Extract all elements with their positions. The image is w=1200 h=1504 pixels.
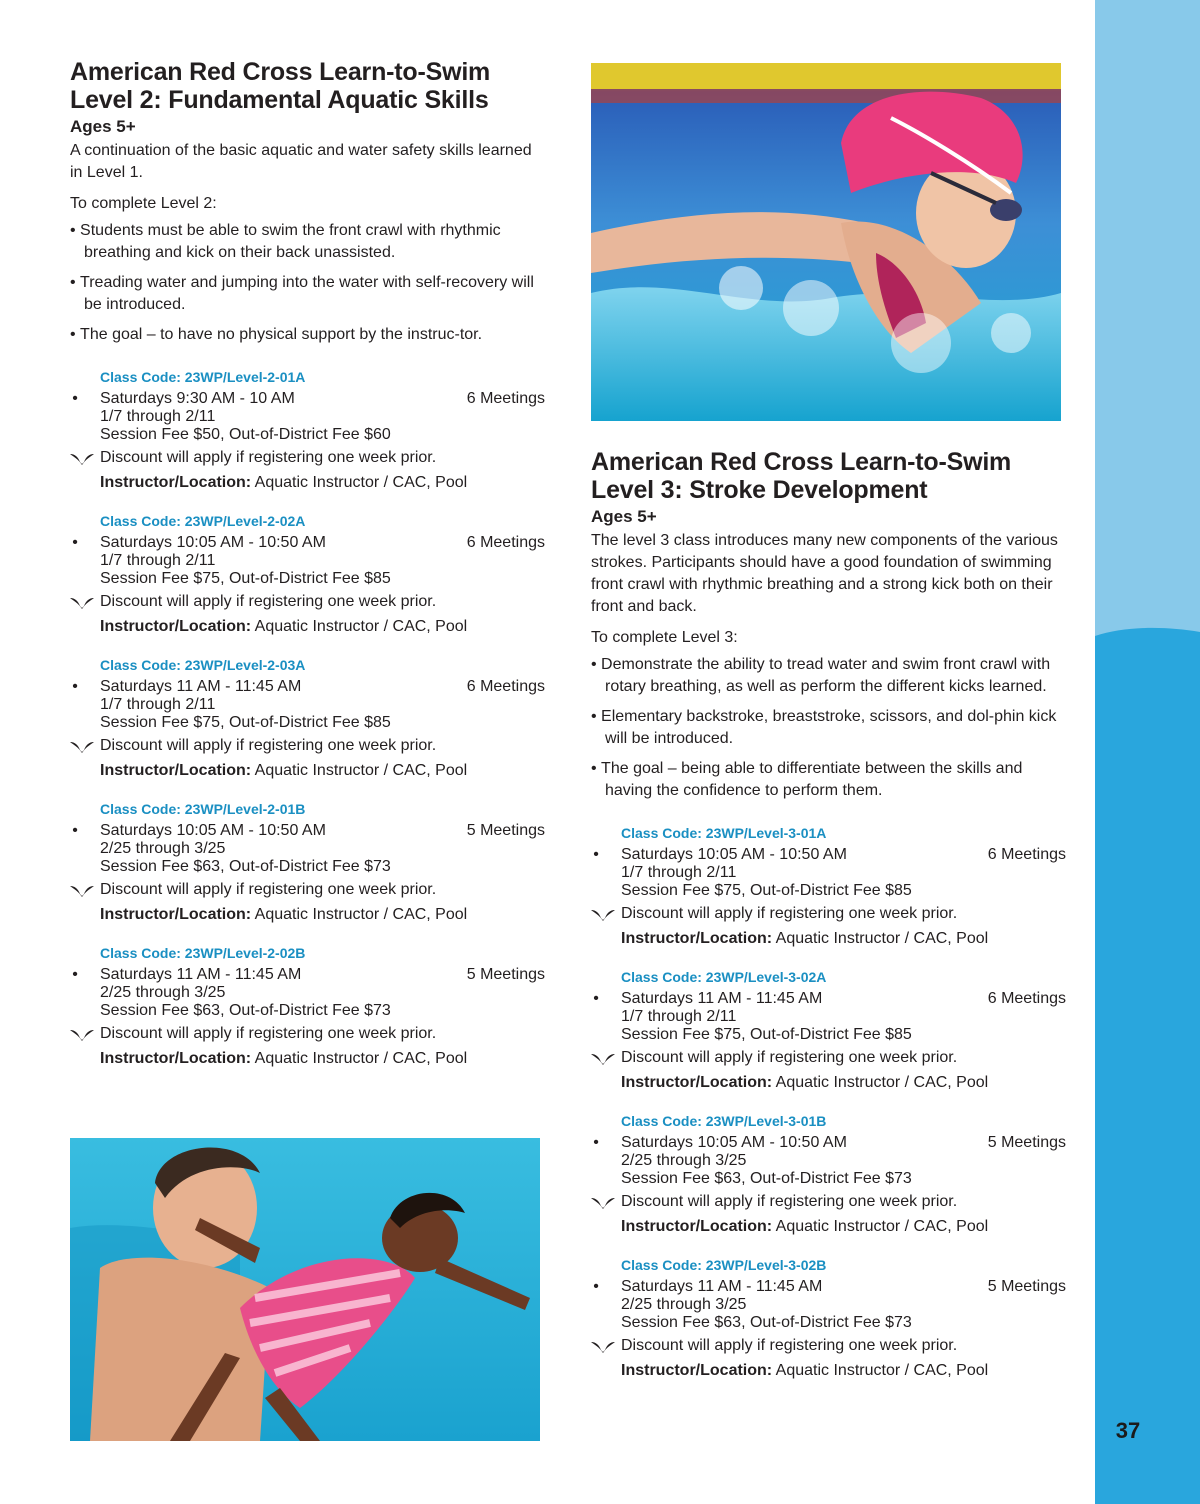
sidebar-wave — [1095, 0, 1200, 1504]
class-discount: Discount will apply if registering one week prior. — [100, 737, 437, 754]
level2-bullets — [70, 220, 545, 346]
class-dates: 1/7 through 2/11 — [621, 1008, 737, 1025]
class-discount: Discount will apply if registering one week prior. — [621, 1337, 958, 1354]
level2-bullet: • The goal – to have no physical support by the instruc-tor. — [70, 324, 545, 346]
level2-title — [70, 58, 545, 114]
level3-description: The level 3 class introduces many new components of the various strokes. Participants should have a good foundation of swimming front crawl with rhythmic breathing and a strong kick both on their front and back. — [591, 532, 1058, 615]
level3-bullet: • The goal – being able to differentiate between the skills and having the confidence to perform them. — [591, 758, 1066, 802]
class-fee: Session Fee $50, Out-of-District Fee $60 — [100, 426, 391, 443]
instructor-label: Instructor/Location: — [100, 618, 252, 635]
class-schedule: Saturdays 10:05 AM - 10:50 AM — [100, 822, 326, 839]
class-discount: Discount will apply if registering one week prior. — [621, 1049, 958, 1066]
level2-ages: Ages 5+ — [70, 117, 136, 136]
class-listing — [70, 512, 545, 638]
page-number: 37 — [1115, 1418, 1141, 1443]
class-dates: 2/25 through 3/25 — [100, 840, 226, 857]
class-meetings: 6 Meetings — [466, 390, 545, 407]
class-fee: Session Fee $75, Out-of-District Fee $85 — [100, 714, 391, 731]
class-discount: Discount will apply if registering one week prior. — [100, 1025, 437, 1042]
class-discount: Discount will apply if registering one week prior. — [100, 593, 437, 610]
class-fee: Session Fee $75, Out-of-District Fee $85 — [621, 1026, 912, 1043]
swimmer-photo — [591, 63, 1061, 421]
bullet-dot: • — [72, 534, 78, 551]
instructor-label: Instructor/Location: — [621, 1362, 773, 1379]
class-discount: Discount will apply if registering one week prior. — [100, 881, 437, 898]
class-code: Class Code: 23WP/Level-3-01A — [621, 825, 827, 841]
level2-description: A continuation of the basic aquatic and water safety skills learned in Level 1. — [70, 142, 532, 181]
class-listing — [70, 944, 545, 1070]
bullet-dot: • — [593, 846, 599, 863]
instructor-value: Aquatic Instructor / CAC, Pool — [772, 1362, 989, 1379]
instructor-value: Aquatic Instructor / CAC, Pool — [251, 1050, 468, 1067]
instructor-value: Aquatic Instructor / CAC, Pool — [251, 906, 468, 923]
class-schedule: Saturdays 9:30 AM - 10 AM — [100, 390, 295, 407]
discount-bird-icon — [591, 1197, 615, 1209]
discount-bird-icon — [70, 453, 94, 465]
class-listing — [70, 656, 545, 782]
class-fee: Session Fee $63, Out-of-District Fee $73 — [100, 1002, 391, 1019]
class-dates: 2/25 through 3/25 — [621, 1152, 747, 1169]
class-code: Class Code: 23WP/Level-2-02A — [100, 513, 306, 529]
class-fee: Session Fee $63, Out-of-District Fee $73 — [100, 858, 391, 875]
class-code: Class Code: 23WP/Level-2-01A — [100, 369, 306, 385]
class-fee: Session Fee $75, Out-of-District Fee $85 — [100, 570, 391, 587]
instructor-label: Instructor/Location: — [621, 930, 773, 947]
class-fee: Session Fee $63, Out-of-District Fee $73 — [621, 1314, 912, 1331]
class-listing — [591, 968, 1066, 1094]
class-schedule: Saturdays 10:05 AM - 10:50 AM — [621, 1134, 847, 1151]
class-listing — [591, 1256, 1066, 1382]
class-meetings: 6 Meetings — [466, 534, 545, 551]
level3-bullet: • Demonstrate the ability to tread water and swim front crawl with rotary breathing, as well as perform the different kicks learned. — [591, 654, 1066, 698]
class-schedule: Saturdays 11 AM - 11:45 AM — [100, 966, 302, 983]
discount-bird-icon — [70, 1029, 94, 1041]
level3-ages: Ages 5+ — [591, 507, 657, 526]
class-schedule: Saturdays 10:05 AM - 10:50 AM — [100, 534, 326, 551]
level3-title-line2: Level 3: Stroke Development — [591, 476, 928, 504]
class-schedule: Saturdays 11 AM - 11:45 AM — [100, 678, 302, 695]
class-code: Class Code: 23WP/Level-3-02B — [621, 1257, 827, 1273]
class-meetings: 6 Meetings — [466, 678, 545, 695]
class-listing — [591, 824, 1066, 950]
instructor-label: Instructor/Location: — [100, 762, 252, 779]
level3-bullets — [591, 654, 1066, 802]
class-fee: Session Fee $75, Out-of-District Fee $85 — [621, 882, 912, 899]
instructor-value: Aquatic Instructor / CAC, Pool — [251, 474, 468, 491]
class-dates: 1/7 through 2/11 — [100, 696, 216, 713]
bullet-dot: • — [72, 390, 78, 407]
level3-section — [591, 448, 1066, 1382]
instructor-value: Aquatic Instructor / CAC, Pool — [251, 762, 468, 779]
class-code: Class Code: 23WP/Level-3-01B — [621, 1113, 827, 1129]
class-code: Class Code: 23WP/Level-3-02A — [621, 969, 827, 985]
class-discount: Discount will apply if registering one week prior. — [621, 1193, 958, 1210]
class-dates: 1/7 through 2/11 — [100, 408, 216, 425]
class-code: Class Code: 23WP/Level-2-01B — [100, 801, 306, 817]
level2-title-line2: Level 2: Fundamental Aquatic Skills — [70, 86, 489, 114]
instructor-label: Instructor/Location: — [621, 1218, 773, 1235]
class-code: Class Code: 23WP/Level-2-03A — [100, 657, 306, 673]
class-meetings: 5 Meetings — [466, 822, 545, 839]
class-dates: 2/25 through 3/25 — [100, 984, 226, 1001]
class-schedule: Saturdays 11 AM - 11:45 AM — [621, 1278, 823, 1295]
class-listing — [70, 368, 545, 494]
level2-title-line1: American Red Cross Learn-to-Swim — [70, 58, 491, 86]
discount-bird-icon — [591, 909, 615, 921]
instructor-label: Instructor/Location: — [100, 474, 252, 491]
discount-bird-icon — [591, 1341, 615, 1353]
class-meetings: 5 Meetings — [987, 1278, 1066, 1295]
instructor-value: Aquatic Instructor / CAC, Pool — [772, 1218, 989, 1235]
class-dates: 2/25 through 3/25 — [621, 1296, 747, 1313]
class-listing — [591, 1112, 1066, 1238]
sidebar-band — [1095, 0, 1200, 1504]
class-discount: Discount will apply if registering one week prior. — [100, 449, 437, 466]
level2-section — [70, 58, 545, 1070]
bullet-dot: • — [593, 990, 599, 1007]
level3-title-line1: American Red Cross Learn-to-Swim — [591, 448, 1012, 476]
discount-bird-icon — [591, 1053, 615, 1065]
class-dates: 1/7 through 2/11 — [621, 864, 737, 881]
level2-bullet: • Students must be able to swim the front crawl with rhythmic breathing and kick on their back unassisted. — [70, 220, 545, 264]
instructor-value: Aquatic Instructor / CAC, Pool — [772, 930, 989, 947]
class-meetings: 5 Meetings — [466, 966, 545, 983]
class-dates: 1/7 through 2/11 — [100, 552, 216, 569]
bullet-dot: • — [72, 966, 78, 983]
class-fee: Session Fee $63, Out-of-District Fee $73 — [621, 1170, 912, 1187]
class-meetings: 6 Meetings — [987, 990, 1066, 1007]
bullet-dot: • — [593, 1134, 599, 1151]
discount-bird-icon — [70, 741, 94, 753]
class-schedule: Saturdays 10:05 AM - 10:50 AM — [621, 846, 847, 863]
bullet-dot: • — [593, 1278, 599, 1295]
instructor-value: Aquatic Instructor / CAC, Pool — [251, 618, 468, 635]
instructor-label: Instructor/Location: — [621, 1074, 773, 1091]
instructor-child-photo — [70, 1138, 540, 1441]
bullet-dot: • — [72, 822, 78, 839]
level3-title — [591, 448, 1066, 504]
instructor-label: Instructor/Location: — [100, 906, 252, 923]
class-listing — [70, 800, 545, 926]
level2-lead: To complete Level 2: — [70, 195, 217, 212]
level3-lead: To complete Level 3: — [591, 629, 738, 646]
discount-bird-icon — [70, 885, 94, 897]
level3-bullet: • Elementary backstroke, breaststroke, scissors, and dol-phin kick will be introduced. — [591, 706, 1066, 750]
discount-bird-icon — [70, 597, 94, 609]
class-code: Class Code: 23WP/Level-2-02B — [100, 945, 306, 961]
class-meetings: 5 Meetings — [987, 1134, 1066, 1151]
class-discount: Discount will apply if registering one week prior. — [621, 905, 958, 922]
level2-bullet: • Treading water and jumping into the water with self-recovery will be introduced. — [70, 272, 545, 316]
class-schedule: Saturdays 11 AM - 11:45 AM — [621, 990, 823, 1007]
bullet-dot: • — [72, 678, 78, 695]
instructor-label: Instructor/Location: — [100, 1050, 252, 1067]
instructor-value: Aquatic Instructor / CAC, Pool — [772, 1074, 989, 1091]
class-meetings: 6 Meetings — [987, 846, 1066, 863]
